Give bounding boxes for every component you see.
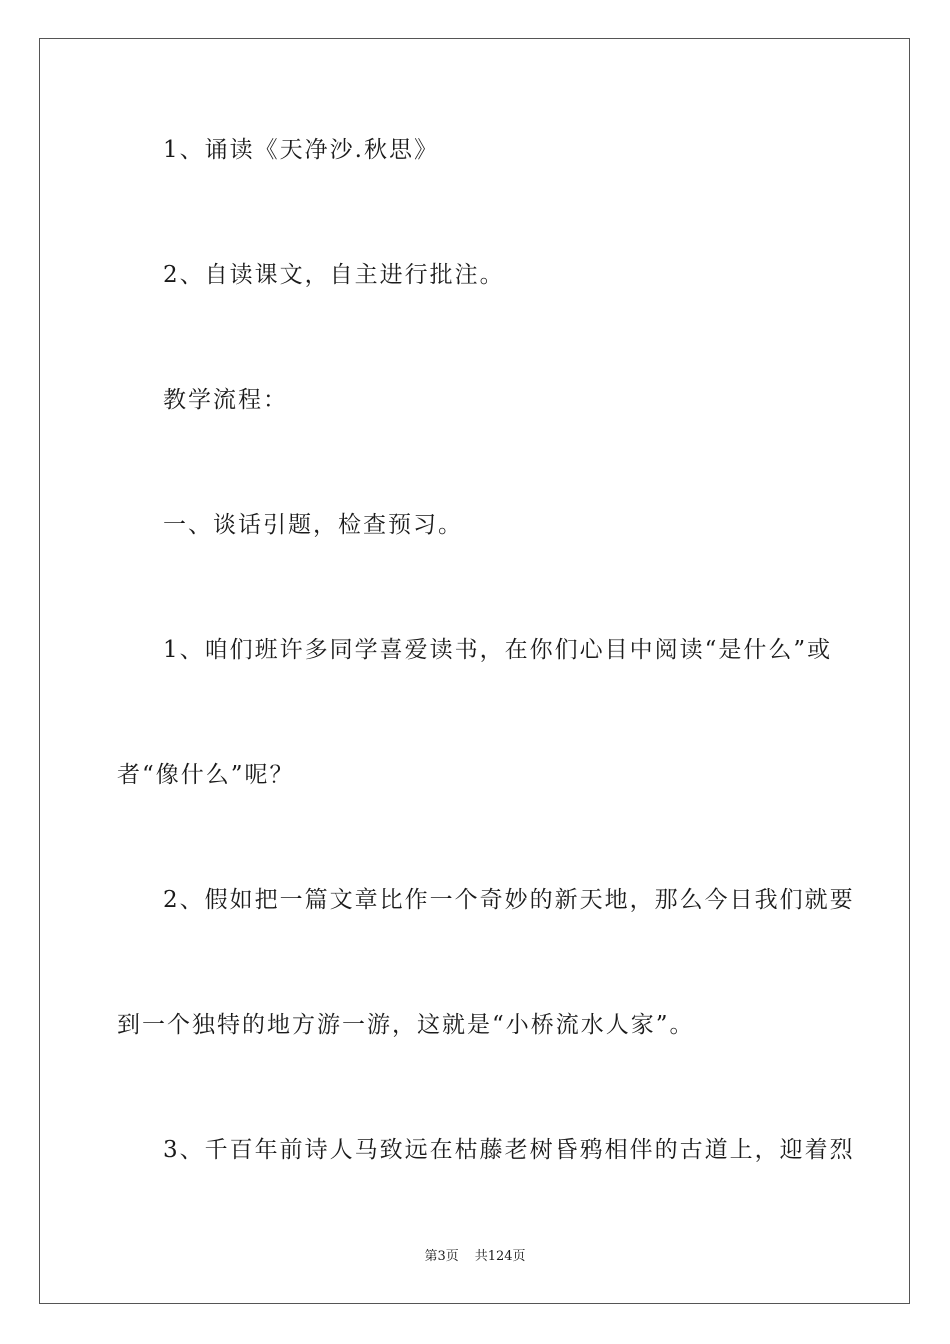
- section-heading: 一、谈话引题，检查预习。: [163, 512, 463, 538]
- page-number: 第3页: [424, 1249, 459, 1264]
- paragraph-line: 2、假如把一篇文章比作一个奇妙的新天地，那么今日我们就要: [163, 887, 855, 913]
- page-footer: [0, 1249, 950, 1265]
- paragraph-line: 1、咱们班许多同学喜爱读书，在你们心目中阅读“是什么”或: [163, 637, 833, 663]
- page-border: [39, 38, 910, 1304]
- paragraph-line: 者“像什么”呢？: [117, 762, 295, 788]
- paragraph-line: 到一个独特的地方游一游，这就是“小桥流水人家”。: [117, 1012, 695, 1038]
- paragraph-line: 3、千百年前诗人马致远在枯藤老树昏鸦相伴的古道上，迎着烈: [163, 1137, 855, 1163]
- paragraph-line: 2、自读课文，自主进行批注。: [163, 262, 505, 288]
- section-heading: 教学流程：: [163, 387, 288, 413]
- paragraph-line: 1、诵读《天净沙.秋思》: [163, 137, 439, 163]
- page-total: 共124页: [474, 1249, 526, 1264]
